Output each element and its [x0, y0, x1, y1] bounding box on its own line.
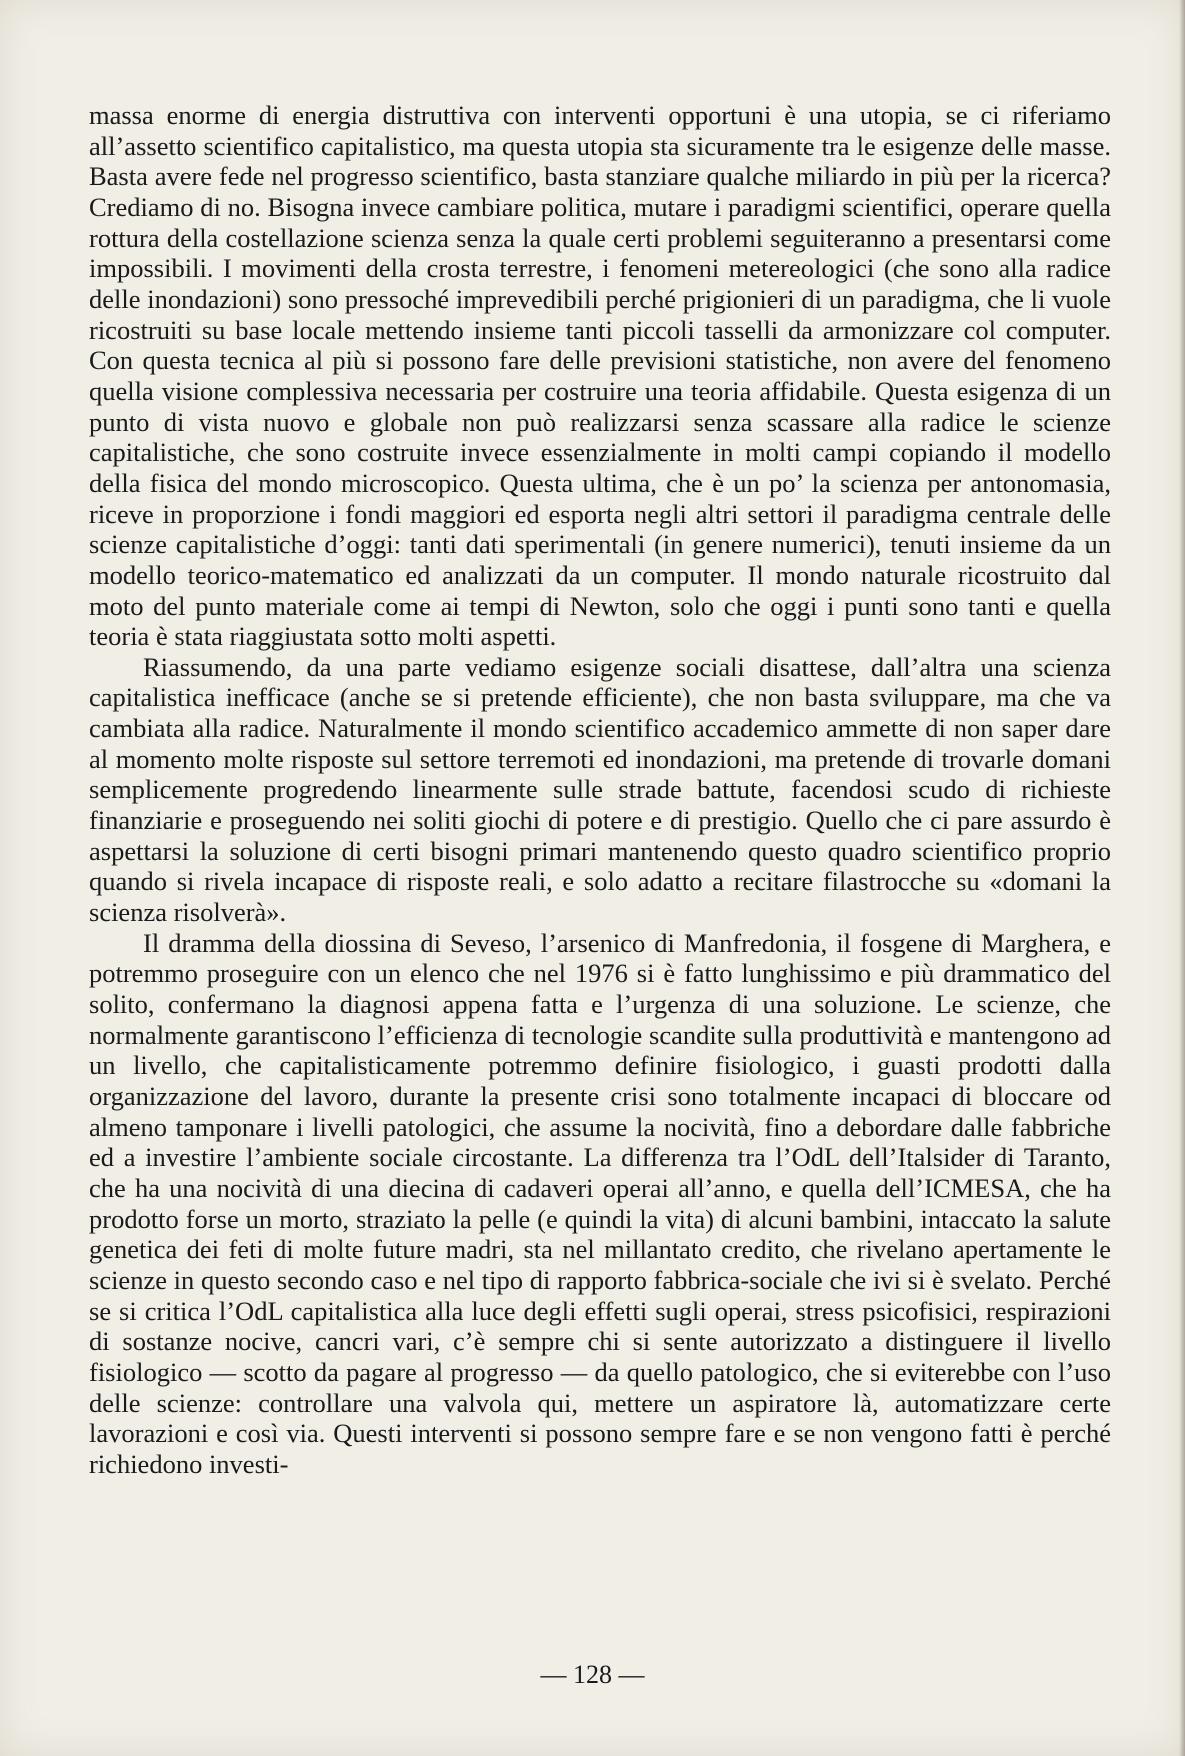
body-text	[89, 100, 1111, 1480]
paragraph-1: massa enorme di energia distruttiva con interventi opportuni è una utopia, se ci riferiamo all’assetto scientifico capitalistico, ma questa utopia sta sicuramente tra le esigenze delle masse. Basta avere fede nel progresso scientifico, basta stanziare qualche miliardo in più per la ricerca? Crediamo di no. Bisogna invece cambiare politica, mutare i paradigmi scientifici, operare quella rottura della costellazione scienza senza la quale certi problemi seguiteranno a presentarsi come impossibili. I movimenti della crosta terrestre, i fenomeni metereologici (che sono alla radice delle inondazioni) sono pressoché imprevedibili perché prigionieri di un paradigma, che li vuole ricostruiti su base locale mettendo insieme tanti piccoli tasselli da armonizzare col computer. Con questa tecnica al più si possono fare delle previsioni statistiche, non avere del fenomeno quella visione complessiva necessaria per costruire una teoria affidabile. Questa esigenza di un punto di vista nuovo e globale non può realizzarsi senza scassare alla radice le scienze capitalistiche, che sono costruite invece essenzialmente in molti campi copiando il modello della fisica del mondo microscopico. Questa ultima, che è un po’ la scienza per antonomasia, riceve in proporzione i fondi maggiori ed esporta negli altri settori il paradigma centrale delle scienze capitalistiche d’oggi: tanti dati sperimentali (in genere numerici), tenuti insieme da un modello teorico-matematico ed analizzati da un computer. Il mondo naturale ricostruito dal moto del punto materiale come ai tempi di Newton, solo che oggi i punti sono tanti e quella teoria è stata riaggiustata sotto molti aspetti.	[89, 100, 1111, 652]
page-number: — 128 —	[540, 1660, 645, 1689]
paragraph-2: Riassumendo, da una parte vediamo esigenze sociali disattese, dall’altra una scienza capitalistica inefficace (anche se si pretende efficiente), che non basta sviluppare, ma che va cambiata alla radice. Naturalmente il mondo scientifico accademico ammette di non saper dare al momento molte risposte sul settore terremoti ed inondazioni, ma pretende di trovarle domani semplicemente progredendo linearmente sulle strade battute, facendosi scudo di richieste finanziarie e proseguendo nei soliti giochi di potere e di prestigio. Quello che ci pare assurdo è aspettarsi la soluzione di certi bisogni primari mantenendo questo quadro scientifico proprio quando si rivela incapace di risposte reali, e solo adatto a recitare filastrocche su «domani la scienza risolverà».	[89, 651, 1111, 928]
paragraph-3: Il dramma della diossina di Seveso, l’arsenico di Manfredonia, il fosgene di Marghera, e potremmo proseguire con un elenco che nel 1976 si è fatto lunghissimo e più drammatico del solito, confermano la diagnosi appena fatta e l’urgenza di una soluzione. Le scienze, che normalmente garantiscono l’efficienza di tecnologie scandite sulla produttività e mantengono ad un livello, che capitalisticamente potremmo definire fisiologico, i guasti prodotti dalla organizzazione del lavoro, durante la presente crisi sono totalmente incapaci di bloccare od almeno tamponare i livelli patologici, che assume la nocività, fino a debordare dalle fabbriche ed a investire l’ambiente sociale circostante. La differenza tra l’OdL dell’Italsider di Taranto, che ha una nocività di una diecina di cadaveri operai all’anno, e quella dell’ICMESA, che ha prodotto forse un morto, straziato la pelle (e quindi la vita) di alcuni bambini, intaccato la salute genetica dei feti di molte future madri, sta nel millantato credito, che rivelano apertamente le scienze in questo secondo caso e nel tipo di rapporto fabbrica-sociale che ivi si è svelato. Perché se si critica l’OdL capitalistica alla luce degli effetti sugli operai, stress psicofisici, respirazioni di sostanze nocive, cancri vari, c’è sempre chi si sente autorizzato a distinguere il livello fisiologico — scotto da pagare al progresso — da quello patologico, che si eviterebbe con l’uso delle scienze: controllare una valvola qui, mettere un aspiratore là, automatizzare certe lavorazioni e così via. Questi interventi si possono sempre fare e se non vengono fatti è perché richiedono investi-	[89, 927, 1111, 1479]
page-edge-shadow	[1179, 0, 1185, 1756]
